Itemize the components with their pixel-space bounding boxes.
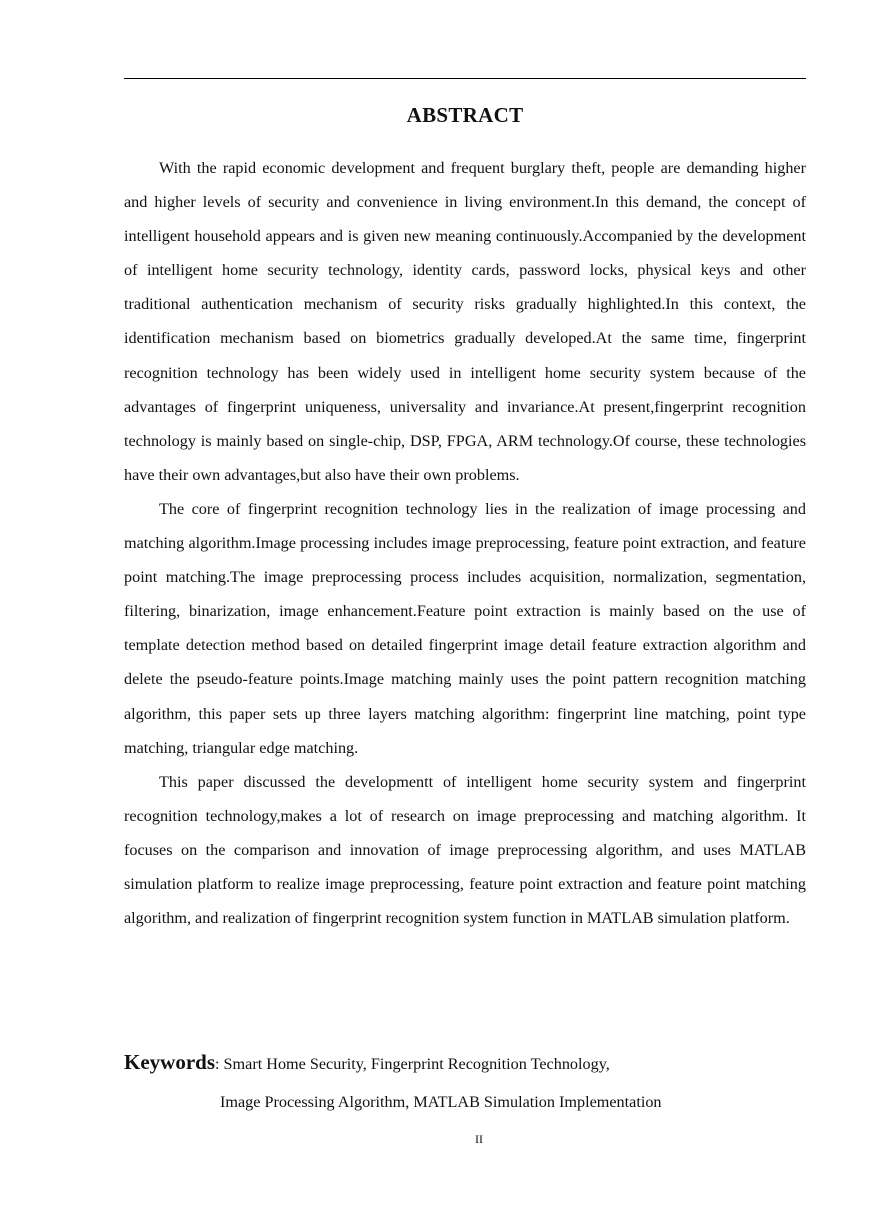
abstract-title: ABSTRACT <box>406 103 524 127</box>
keywords-label: Keywords <box>124 1050 215 1074</box>
keywords-text-1: Smart Home Security, Fingerprint Recognition Technology, <box>219 1055 610 1073</box>
keywords-line-2: Image Processing Algorithm, MATLAB Simulation Implementation <box>220 1093 662 1111</box>
keywords-section <box>124 1045 806 1119</box>
abstract-paragraph-3: This paper discussed the developmentt of intelligent home security system and fingerprint recognition technology,makes a lot of research on image preprocessing and matching algorithm. It focuses on the comparison and innovation of image preprocessing algorithm, and uses MATLAB simulation platform to realize image preprocessing, feature point extraction and feature point matching algorithm, and realization of fingerprint recognition system function in MATLAB simulation platform. <box>124 772 806 928</box>
abstract-paragraph-1: With the rapid economic development and frequent burglary theft, people are demanding higher and higher levels of security and convenience in living environment.In this demand, the concept of intelligent household appears and is given new meaning continuously.Accompanied by the development of intelligent home security technology, identity cards, password locks, physical keys and other traditional authentication mechanism of security risks gradually highlighted.In this context, the identification mechanism based on biometrics gradually developed.At the same time, fingerprint recognition technology has been widely used in intelligent home security system because of the advantages of fingerprint uniqueness, universality and invariance.At present,fingerprint recognition technology is mainly based on single-chip, DSP, FPGA, ARM technology.Of course, these technologies have their own advantages,but also have their own problems. <box>124 159 806 484</box>
keywords-line-1 <box>124 1045 806 1081</box>
page-number: II <box>475 1132 483 1146</box>
abstract-body <box>124 151 806 935</box>
keywords-separator: : <box>215 1055 220 1073</box>
header-rule <box>124 78 806 79</box>
abstract-paragraph-2: The core of fingerprint recognition technology lies in the realization of image processing and matching algorithm.Image processing includes image preprocessing, feature point extraction, and feature point matching.The image preprocessing process includes acquisition, normalization, segmentation, filtering, binarization, image enhancement.Feature point extraction is mainly based on the use of template detection method based on detailed fingerprint image detail feature extraction algorithm and delete the pseudo-feature points.Image matching mainly uses the point pattern recognition matching algorithm, this paper sets up three layers matching algorithm: fingerprint line matching, point type matching, triangular edge matching. <box>124 499 806 757</box>
